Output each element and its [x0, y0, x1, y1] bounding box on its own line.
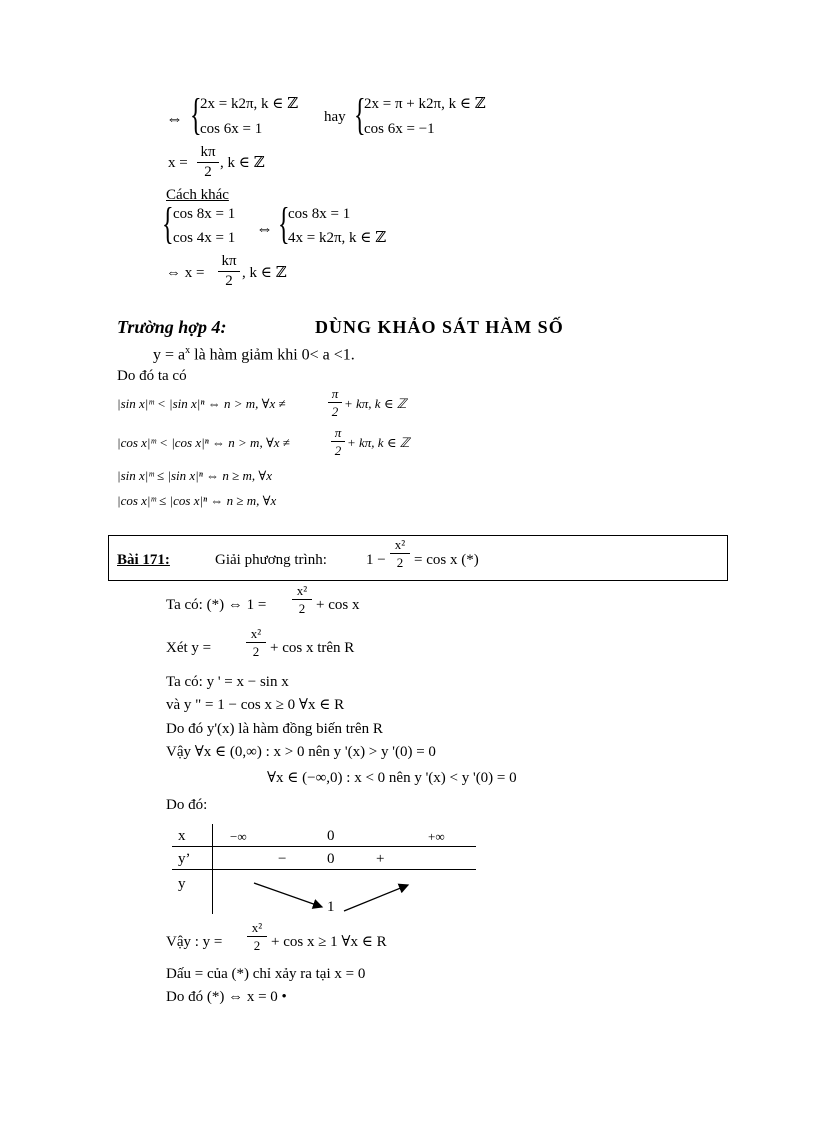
- equivalence-arrow: ⇔: [256, 219, 273, 238]
- alt-system-b-line-2: 4x = k2π, k ∈ ℤ: [288, 230, 387, 246]
- fraction: [331, 426, 345, 457]
- derivative-2: và y " = 1 − cos x ≥ 0 ∀x ∈ R: [166, 697, 345, 713]
- inequality-2: |cos x|ᵐ < |cos x|ⁿ ⇔ n > m, ∀x ≠: [117, 435, 290, 450]
- brace: {: [162, 199, 174, 248]
- inequality-4: |cos x|ᵐ ≤ |cos x|ⁿ ⇔ n ≥ m, ∀x: [117, 493, 277, 508]
- function-desc: là hàm giảm khi 0< a <1.: [190, 346, 355, 364]
- decreasing-arrow: [254, 883, 322, 907]
- final-inequality-lhs: Vậy : y =: [166, 934, 223, 950]
- case-4-label: Trường hợp 4:: [117, 317, 227, 337]
- numerator: kπ: [221, 253, 237, 269]
- result-rest: , k ∈ ℤ: [220, 155, 265, 171]
- fraction: [292, 584, 312, 615]
- fraction: [246, 627, 266, 658]
- table-pos-infinity: +∞: [428, 829, 445, 844]
- function-eq: y = a: [153, 346, 186, 364]
- denominator: 2: [331, 404, 339, 419]
- alt-result-lhs: ⇔ x =: [166, 265, 205, 281]
- inequality-2-tail: + kπ, k ∈ ℤ: [347, 435, 410, 450]
- increasing-arrow: [344, 885, 408, 911]
- table-minus-sign: −: [278, 851, 287, 867]
- fraction: [197, 145, 219, 180]
- fraction: [218, 254, 240, 289]
- alt-system-b-line-1: cos 8x = 1: [288, 206, 351, 222]
- exponent: x: [185, 345, 191, 356]
- consider-function: Xét y =: [166, 640, 212, 656]
- system-1b-line-2: cos 6x = −1: [364, 121, 435, 137]
- numerator: x²: [394, 537, 406, 552]
- case-4-title: DÙNG KHẢO SÁT HÀM SỐ: [315, 317, 564, 337]
- inequality-3: |sin x|ᵐ ≤ |sin x|ⁿ ⇔ n ≥ m, ∀x: [117, 468, 272, 483]
- denominator: 2: [298, 601, 306, 616]
- function-def: [153, 346, 355, 363]
- fraction: [247, 921, 267, 952]
- fraction: [390, 538, 410, 569]
- numerator: x²: [296, 583, 308, 598]
- numerator: x²: [250, 626, 262, 641]
- therefore-label: Do đó:: [166, 797, 208, 813]
- inequality-1-tail: + kπ, k ∈ ℤ: [344, 396, 407, 411]
- table-yprime-zero: 0: [327, 851, 335, 867]
- final-answer: Do đó (*) ⇔ x = 0 •: [166, 989, 287, 1005]
- conclusion-positive: Vậy ∀x ∈ (0,∞) : x > 0 nên y '(x) > y '(0) = 0: [166, 744, 436, 760]
- system-1a-line-2: cos 6x = 1: [200, 121, 263, 137]
- table-neg-infinity: −∞: [230, 829, 247, 844]
- table-minimum-value: 1: [327, 899, 335, 915]
- numerator: x²: [251, 920, 263, 935]
- equality-condition: Dấu = của (*) chỉ xảy ra tại x = 0: [166, 966, 366, 982]
- alt-heading: Cách khác: [166, 187, 229, 203]
- therefore-text: Do đó ta có: [117, 368, 187, 384]
- denominator: 2: [334, 443, 342, 458]
- table-x-zero: 0: [327, 828, 335, 844]
- equation-rhs: = cos x (*): [414, 552, 479, 568]
- table-row-y-label: y: [178, 876, 186, 892]
- inequality-1: |sin x|ᵐ < |sin x|ⁿ ⇔ n > m, ∀x ≠: [117, 396, 286, 411]
- exercise-intro: Giải phương trình:: [215, 552, 327, 568]
- hay-word: hay: [324, 109, 346, 125]
- alt-result-rest: , k ∈ ℤ: [242, 265, 287, 281]
- solution-line-1-rhs: + cos x: [316, 597, 360, 613]
- alt-system-a-line-2: cos 4x = 1: [173, 230, 236, 246]
- equivalence-arrow: ⇔: [166, 109, 183, 128]
- equation-lhs: 1 −: [366, 552, 386, 568]
- brace: {: [190, 90, 202, 139]
- numerator: π: [331, 386, 339, 401]
- numerator: π: [334, 425, 342, 440]
- table-plus-sign: +: [376, 851, 385, 867]
- table-row-yprime-label: y’: [178, 851, 191, 867]
- system-1a-line-1: 2x = k2π, k ∈ ℤ: [200, 96, 299, 112]
- consider-function-rhs: + cos x trên R: [270, 640, 355, 656]
- increasing-statement: Do đó y'(x) là hàm đồng biến trên R: [166, 721, 383, 737]
- denominator: 2: [252, 644, 260, 659]
- exercise-label: Bài 171:: [117, 552, 170, 568]
- denominator: 2: [396, 555, 404, 570]
- denominator: 2: [253, 938, 261, 953]
- fraction: [328, 387, 342, 418]
- solution-line-1: Ta có: (*) ⇔ 1 =: [166, 597, 267, 613]
- brace: {: [354, 90, 366, 139]
- conclusion-negative: ∀x ∈ (−∞,0) : x < 0 nên y '(x) < y '(0) = 0: [267, 770, 517, 786]
- alt-system-a-line-1: cos 8x = 1: [173, 206, 236, 222]
- result-lhs: x =: [168, 155, 188, 171]
- numerator: kπ: [200, 144, 216, 160]
- system-1b-line-1: 2x = π + k2π, k ∈ ℤ: [364, 96, 486, 112]
- final-inequality-rhs: + cos x ≥ 1 ∀x ∈ R: [271, 934, 387, 950]
- denominator: 2: [225, 273, 233, 289]
- derivative-1: Ta có: y ' = x − sin x: [166, 674, 289, 690]
- denominator: 2: [204, 164, 212, 180]
- table-row-x-label: x: [178, 828, 186, 844]
- brace: {: [278, 199, 290, 248]
